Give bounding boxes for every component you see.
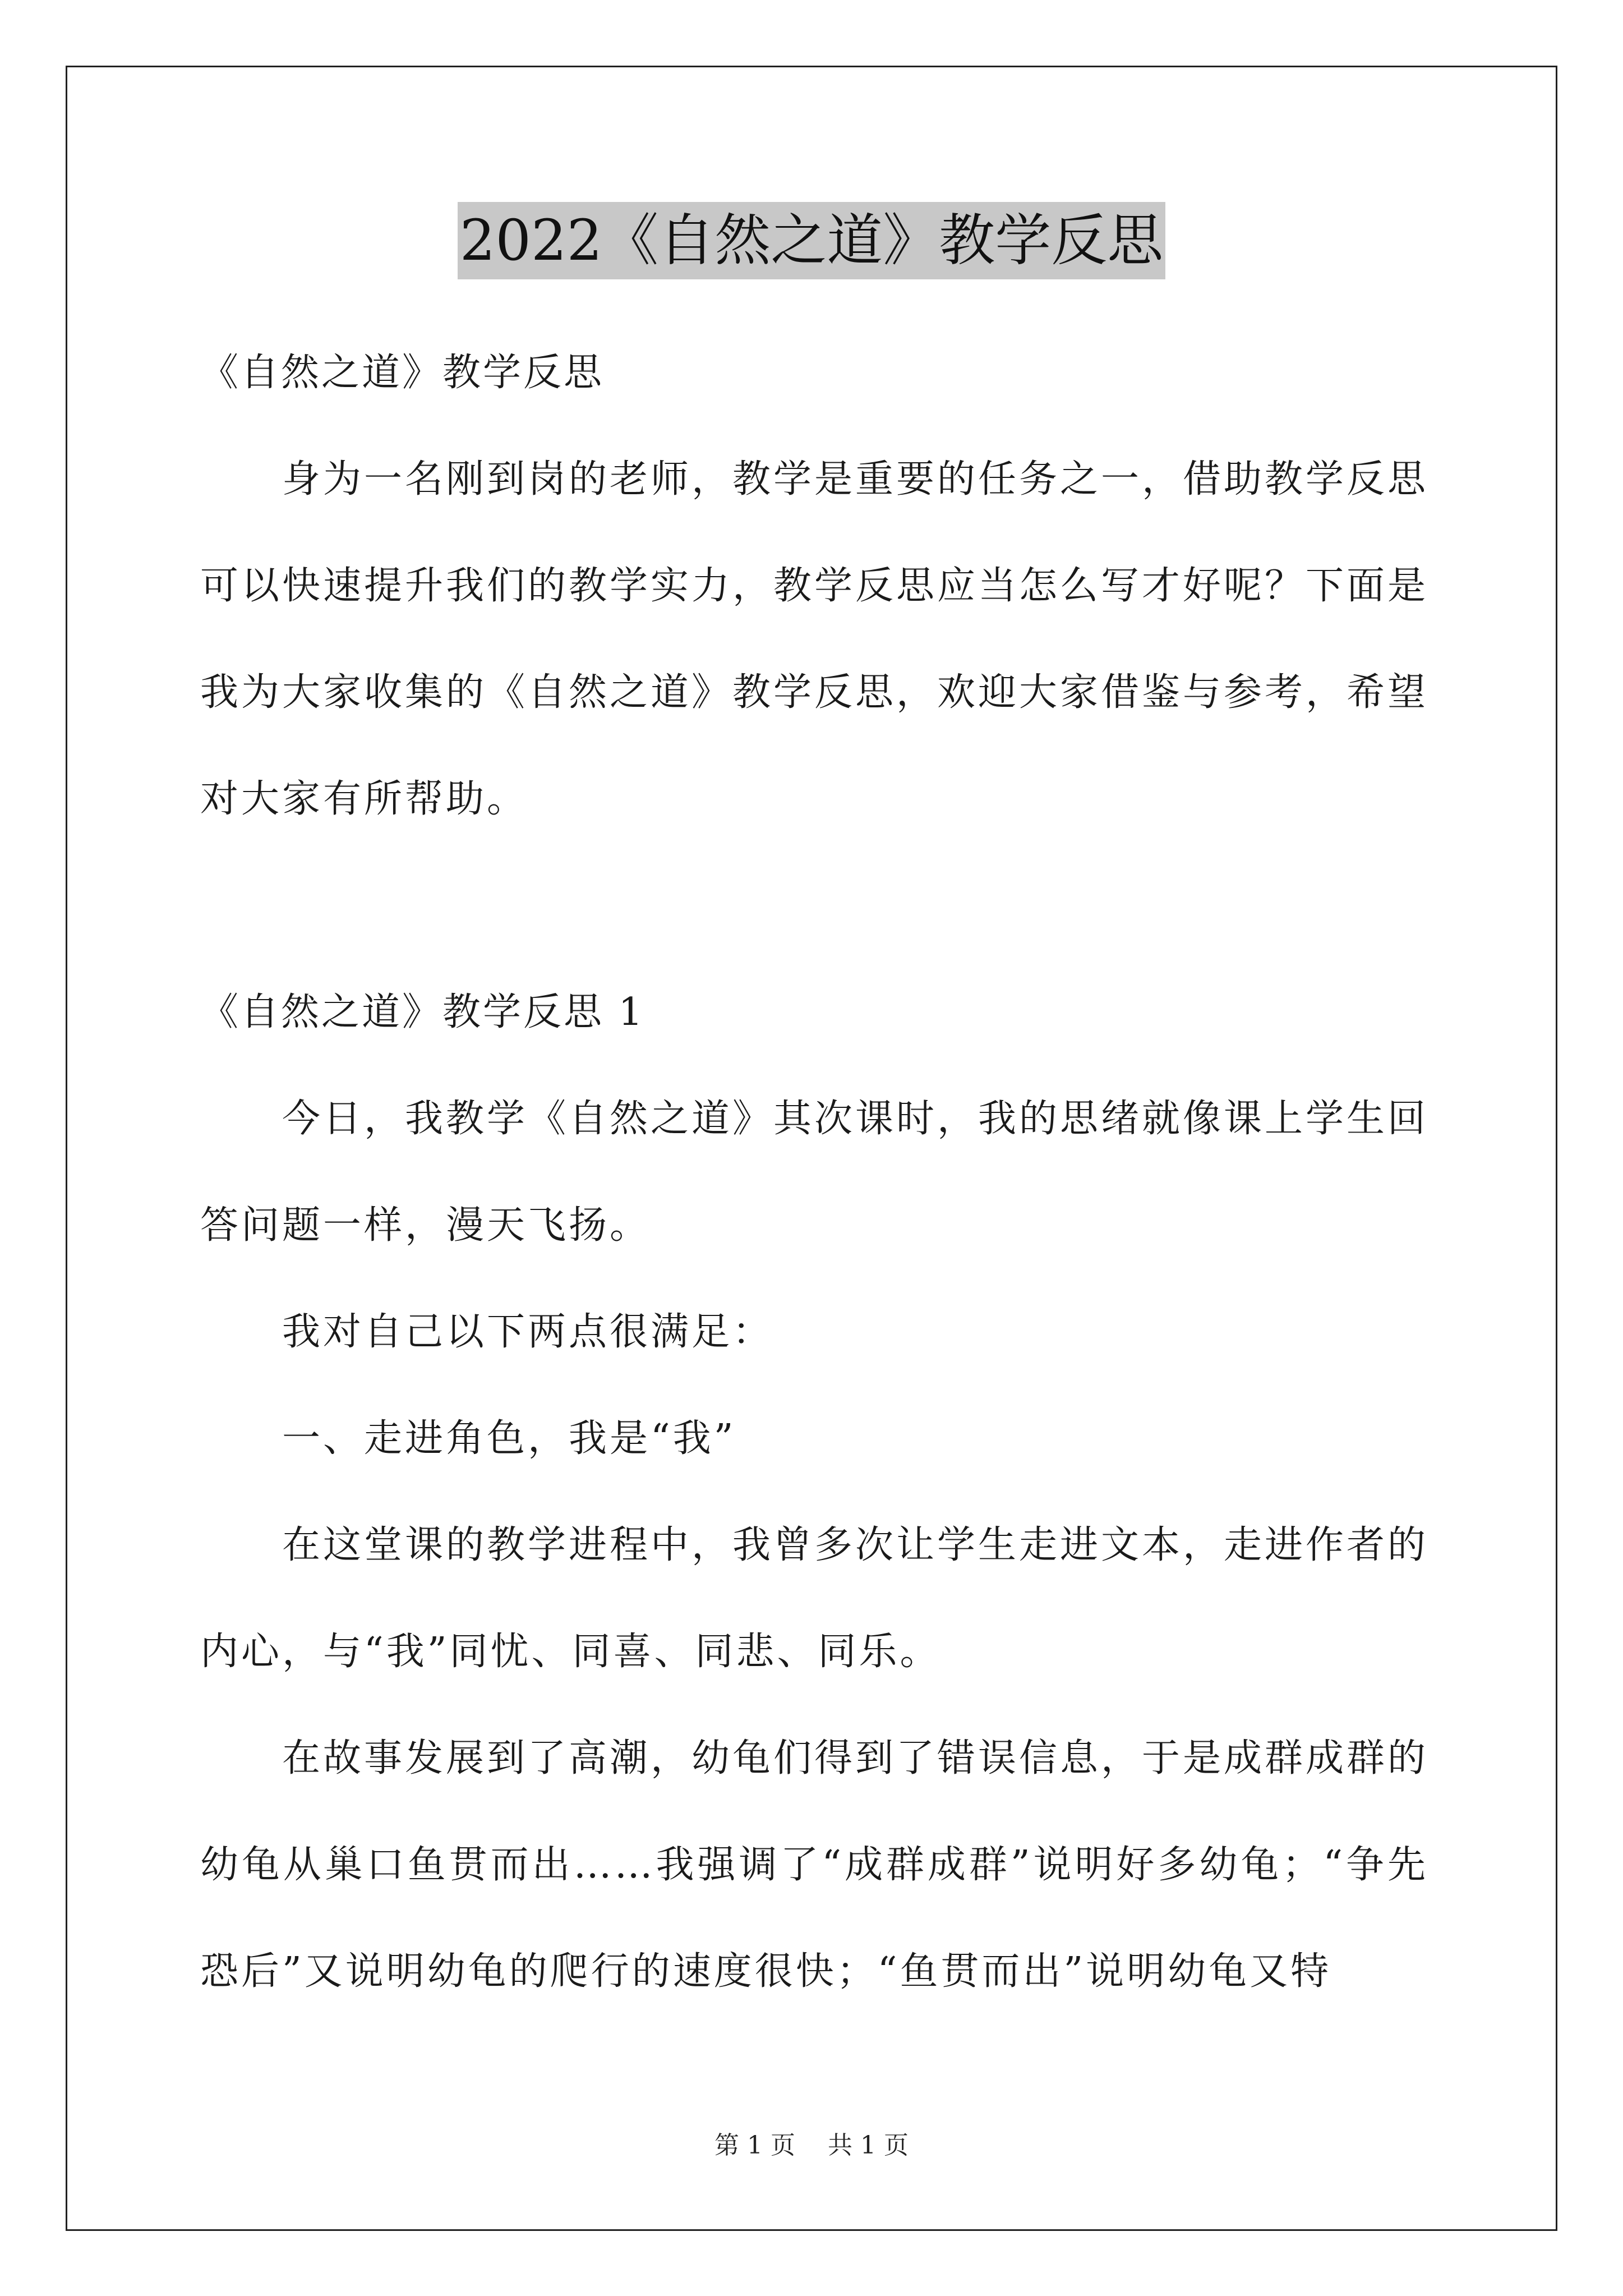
body-paragraph-4: 在这堂课的教学进程中，我曾多次让学生走进文本，走进作者的内心，与“我”同忧、同喜、同悲、同乐。 [200, 1523, 1429, 1674]
intro-paragraph: 身为一名刚到岗的老师，教学是重要的任务之一，借助教学反思可以快速提升我们的教学实力，教学反思应当怎么写才好呢？下面是我为大家收集的《自然之道》教学反思，欢迎大家借鉴与参考，希望对大家有所帮助。 [200, 457, 1429, 821]
title-container [0, 202, 1623, 279]
body-paragraph-3: 一、走进角色，我是“我” [282, 1416, 736, 1461]
body-paragraph-2: 我对自己以下两点很满足： [282, 1310, 774, 1354]
body-paragraph-1: 今日，我教学《自然之道》其次课时，我的思绪就像课上学生回答问题一样，漫天飞扬。 [200, 1097, 1429, 1248]
section-heading: 《自然之道》教学反思 1 [200, 990, 645, 1034]
page-footer: 第 1 页 共 1 页 [714, 2131, 909, 2160]
body-paragraph-5: 在故事发展到了高潮，幼龟们得到了错误信息，于是成群成群的幼龟从巢口鱼贯而出……我强调了“成群成群”说明好多幼龟；“争先恐后”又说明幼龟的爬行的速度很快；“鱼贯而出”说明幼龟又特 [200, 1736, 1429, 1994]
document-body [200, 320, 1428, 2025]
document-title: 2022《自然之道》教学反思 [458, 202, 1166, 279]
subtitle-heading: 《自然之道》教学反思 [200, 351, 605, 395]
